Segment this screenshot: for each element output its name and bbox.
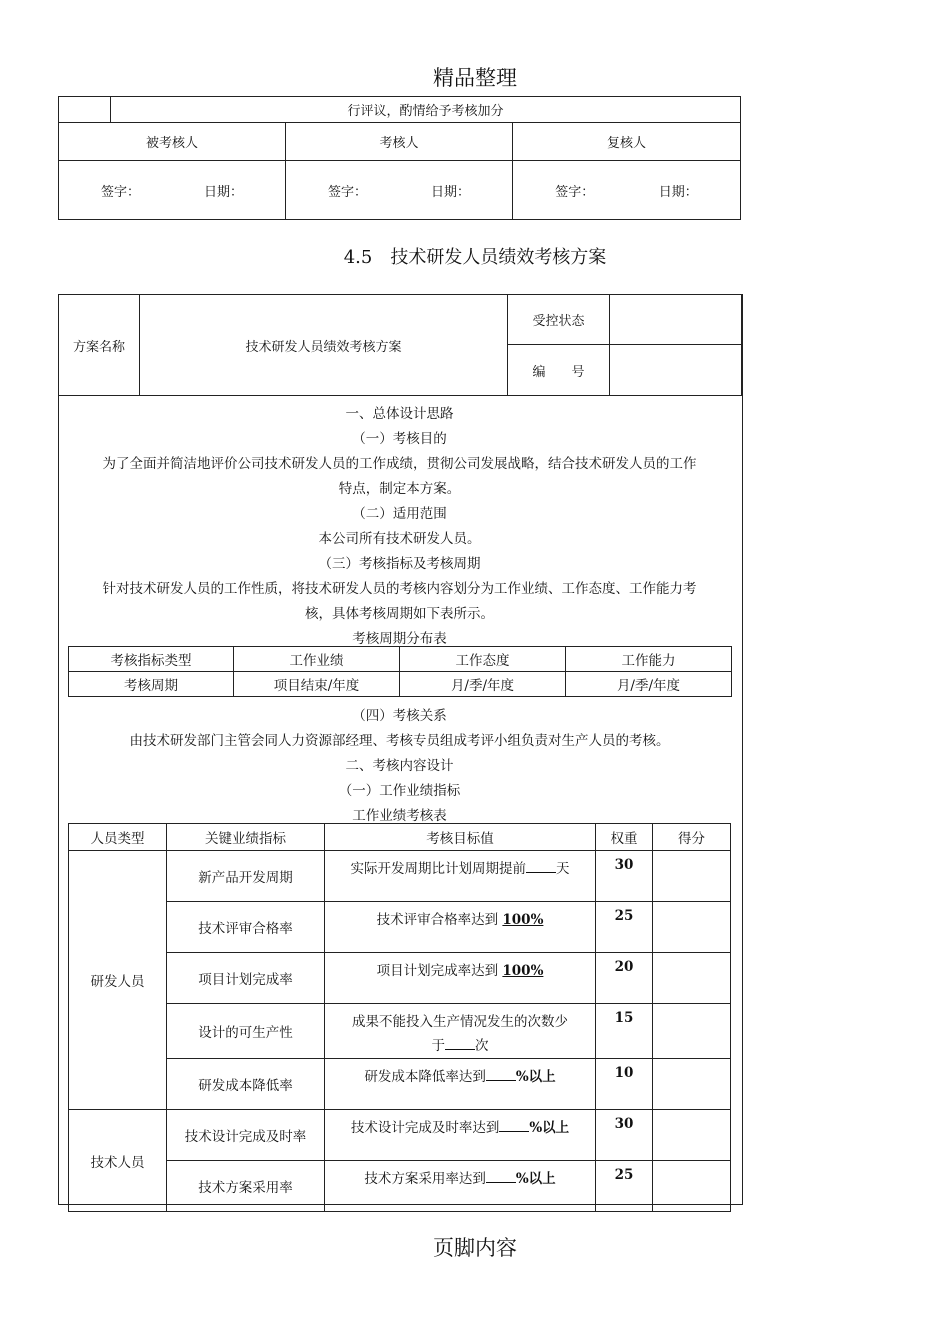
sign-cell-reviewer [513, 161, 741, 220]
number-label: 编 号 [508, 345, 610, 396]
weight-cell: 30 [596, 1110, 653, 1161]
sub-heading-3: （三）考核指标及考核周期 [318, 556, 481, 572]
kpi-cell: 新产品开发周期 [167, 851, 325, 902]
sign-label: 签字： [327, 184, 367, 200]
perf-header-cell: 关键业绩指标 [167, 824, 325, 851]
target-cell: 技术评审合格率达到 100% [325, 902, 596, 953]
target-cell: 成果不能投入生产情况发生的次数少 于 次 [325, 1004, 596, 1059]
paragraph-2: 本公司所有技术研发人员。 [318, 531, 481, 547]
signature-table [58, 96, 741, 220]
blank-line [445, 1035, 475, 1050]
sub-heading-5: （一）工作业绩指标 [338, 783, 461, 799]
target-cell: 技术设计完成及时率达到 %以上 [325, 1110, 596, 1161]
period-table-title: 考核周期分布表 [352, 631, 447, 647]
date-label: 日期： [203, 184, 243, 200]
staff-type-tech: 技术人员 [69, 1110, 167, 1212]
weight-cell: 25 [596, 1161, 653, 1212]
period-row-cell: 项目结束/年度 [234, 672, 400, 697]
role-reviewer: 复核人 [513, 123, 741, 161]
date-label: 日期： [658, 184, 698, 200]
blank-line [486, 1168, 516, 1183]
kpi-cell: 技术评审合格率 [167, 902, 325, 953]
blank-line [486, 1066, 516, 1081]
part-heading-1: 一、总体设计思路 [345, 406, 454, 422]
score-cell[interactable] [653, 902, 731, 953]
weight-cell: 25 [596, 902, 653, 953]
score-cell[interactable] [653, 1110, 731, 1161]
sign-label: 签字： [555, 184, 595, 200]
period-row-cell: 月/季/年度 [566, 672, 732, 697]
control-status-value [610, 295, 742, 345]
sign-cell-appraiser [286, 161, 513, 220]
sub-heading-1: （一）考核目的 [352, 431, 447, 447]
kpi-cell: 技术设计完成及时率 [167, 1110, 325, 1161]
signature-top-left-cell [59, 97, 111, 123]
date-label: 日期： [430, 184, 470, 200]
paragraph-3-line-1: 针对技术研发人员的工作性质，将技术研发人员的考核内容划分为工作业绩、工作态度、工作能力考 [102, 581, 697, 597]
target-cell: 技术方案采用率达到 %以上 [325, 1161, 596, 1212]
perf-header-cell: 人员类型 [69, 824, 167, 851]
period-row-cell: 考核周期 [69, 672, 234, 697]
period-header-cell: 考核指标类型 [69, 647, 234, 672]
weight-cell: 30 [596, 851, 653, 902]
plan-name-value: 技术研发人员绩效考核方案 [140, 295, 508, 396]
plan-name-label: 方案名称 [59, 295, 140, 396]
period-header-cell: 工作态度 [400, 647, 566, 672]
period-header-cell: 工作业绩 [234, 647, 400, 672]
blank-line [526, 858, 556, 873]
weight-cell: 10 [596, 1059, 653, 1110]
kpi-cell: 设计的可生产性 [167, 1004, 325, 1059]
number-value [610, 345, 742, 396]
period-table [68, 646, 732, 697]
target-cell: 项目计划完成率达到 100% [325, 953, 596, 1004]
sign-cell-appraisee [59, 161, 286, 220]
weight-cell: 15 [596, 1004, 653, 1059]
kpi-cell: 研发成本降低率 [167, 1059, 325, 1110]
target-cell: 研发成本降低率达到 %以上 [325, 1059, 596, 1110]
page-header-title: 精品整理 [433, 66, 517, 90]
kpi-cell: 项目计划完成率 [167, 953, 325, 1004]
period-row-cell: 月/季/年度 [400, 672, 566, 697]
role-appraiser: 考核人 [286, 123, 513, 161]
role-appraisee: 被考核人 [59, 123, 286, 161]
sub-heading-4: （四）考核关系 [352, 708, 447, 724]
blank-line [499, 1117, 529, 1132]
perf-header-cell: 权重 [596, 824, 653, 851]
kpi-cell: 技术方案采用率 [167, 1161, 325, 1212]
sub-heading-2: （二）适用范围 [352, 506, 447, 522]
perf-header-cell: 得分 [653, 824, 731, 851]
performance-table [68, 823, 731, 1212]
weight-cell: 20 [596, 953, 653, 1004]
signature-top-text: 行评议，酌情给予考核加分 [111, 97, 741, 123]
score-cell[interactable] [653, 851, 731, 902]
staff-type-rd: 研发人员 [69, 851, 167, 1110]
period-header-cell: 工作能力 [566, 647, 732, 672]
score-cell[interactable] [653, 1059, 731, 1110]
paragraph-3-line-2: 核，具体考核周期如下表所示。 [305, 606, 494, 622]
paragraph-4: 由技术研发部门主管会同人力资源部经理、考核专员组成考评小组负责对生产人员的考核。 [129, 733, 670, 749]
score-cell[interactable] [653, 1004, 731, 1059]
score-cell[interactable] [653, 953, 731, 1004]
sign-label: 签字： [100, 184, 140, 200]
page-footer-title: 页脚内容 [433, 1236, 517, 1260]
score-cell[interactable] [653, 1161, 731, 1212]
plan-header-table [58, 294, 742, 396]
part-heading-2: 二、考核内容设计 [345, 758, 454, 774]
perf-table-title: 工作业绩考核表 [352, 808, 447, 824]
paragraph-1-line-2: 特点，制定本方案。 [338, 481, 461, 497]
perf-header-cell: 考核目标值 [325, 824, 596, 851]
target-cell: 实际开发周期比计划周期提前 天 [325, 851, 596, 902]
control-status-label: 受控状态 [508, 295, 610, 345]
section-title: 4.5 技术研发人员绩效考核方案 [343, 247, 607, 268]
paragraph-1-line-1: 为了全面并简洁地评价公司技术研发人员的工作成绩，贯彻公司发展战略，结合技术研发人员的工作 [102, 456, 697, 472]
